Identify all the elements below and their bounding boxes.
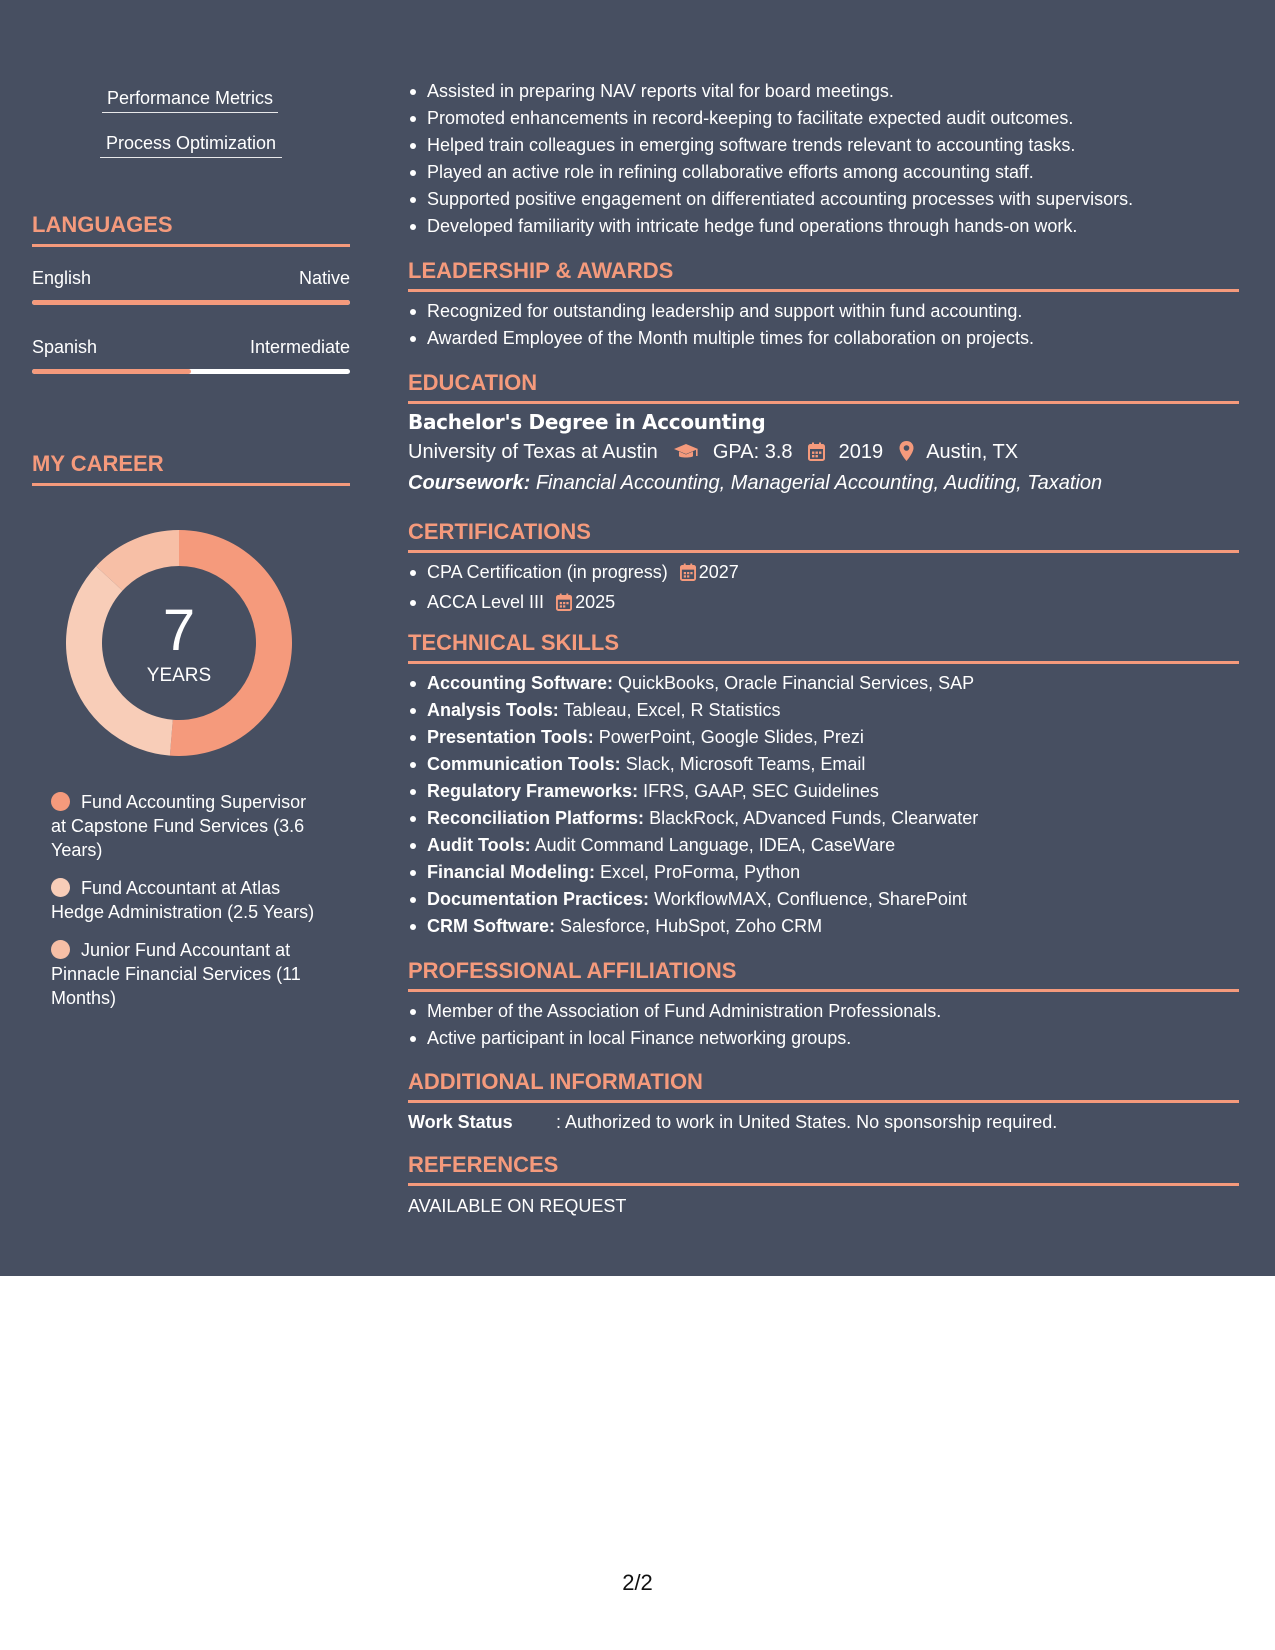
skill-label: CRM Software:: [427, 916, 556, 936]
education-gpa: GPA: 3.8: [712, 441, 793, 463]
language-name: Spanish: [32, 337, 98, 357]
career-item-text: Junior Fund Accountant at Pinnacle Financial Services (11 Months): [51, 940, 301, 1008]
list-item: [427, 724, 978, 751]
career-donut-segment: [66, 566, 173, 755]
career-item: [51, 938, 326, 1010]
skill-performance-metrics: Performance Metrics: [102, 88, 278, 113]
career-total-unit: YEARS: [146, 665, 212, 686]
education-details: [408, 441, 1018, 467]
certifications-heading: CERTIFICATIONS: [408, 519, 1239, 553]
language-proficiency-bar: [32, 300, 350, 305]
references-heading: REFERENCES: [408, 1152, 1239, 1186]
skill-value: QuickBooks, Oracle Financial Services, SAP: [618, 673, 975, 693]
career-item-text: Fund Accounting Supervisor at Capstone Fund Services (3.6 Years): [51, 792, 307, 860]
calendar-icon: [556, 592, 572, 619]
language-proficiency-bar: [32, 369, 350, 374]
work-status-label: Work Status: [408, 1112, 513, 1132]
list-item: [427, 670, 978, 697]
skill-label: Audit Tools:: [427, 835, 531, 855]
technical-skills-heading: TECHNICAL SKILLS: [408, 630, 1239, 664]
career-donut-chart: [66, 530, 292, 756]
career-legend-dot: [51, 878, 70, 897]
affiliations-heading: PROFESSIONAL AFFILIATIONS: [408, 958, 1239, 992]
list-item: [427, 859, 978, 886]
graduation-cap-icon: [673, 443, 699, 467]
list-item: [427, 559, 739, 589]
technical-skills-list: [427, 670, 978, 940]
list-item: [427, 886, 978, 913]
education-location: Austin, TX: [926, 441, 1019, 463]
certification-name: CPA Certification (in progress): [427, 562, 668, 582]
certification-year: 2025: [575, 592, 616, 612]
education-heading: EDUCATION: [408, 370, 1239, 404]
certification-year: 2027: [698, 562, 739, 582]
list-item: [427, 697, 978, 724]
certification-name: ACCA Level III: [427, 592, 545, 612]
education-degree: Bachelor's Degree in Accounting: [408, 410, 766, 434]
list-item: Active participant in local Finance networking groups.: [427, 1025, 941, 1052]
career-item: [51, 876, 326, 924]
list-item: [427, 778, 978, 805]
work-status: [408, 1112, 1057, 1133]
certifications-list: [427, 559, 739, 619]
list-item: Developed familiarity with intricate hedge fund operations through hands-on work.: [427, 213, 1133, 240]
location-pin-icon: [899, 441, 914, 467]
education-year: 2019: [838, 441, 884, 463]
career-item: [51, 790, 326, 862]
experience-bullets: [427, 78, 1133, 240]
languages-heading: LANGUAGES: [32, 212, 350, 247]
skill-label: Communication Tools:: [427, 754, 621, 774]
page-number: 2/2: [622, 1570, 653, 1595]
education-school: University of Texas at Austin: [408, 441, 658, 463]
skill-label: Reconciliation Platforms:: [427, 808, 645, 828]
skill-value: IFRS, GAAP, SEC Guidelines: [643, 781, 879, 801]
skill-label: Regulatory Frameworks:: [427, 781, 639, 801]
skill-value: Slack, Microsoft Teams, Email: [625, 754, 866, 774]
career-item-text: Fund Accountant at Atlas Hedge Administration (2.5 Years): [51, 878, 315, 922]
list-item: [427, 832, 978, 859]
skill-label: Presentation Tools:: [427, 727, 594, 747]
list-item: Member of the Association of Fund Administration Professionals.: [427, 998, 941, 1025]
list-item: [427, 589, 739, 619]
career-list: [51, 790, 326, 1024]
list-item: Supported positive engagement on differentiated accounting processes with supervisors.: [427, 186, 1133, 213]
language-proficiency-fill: [32, 300, 350, 305]
career-heading: MY CAREER: [32, 451, 350, 486]
list-item: Recognized for outstanding leadership and support within fund accounting.: [427, 298, 1034, 325]
coursework-label: Coursework:: [408, 472, 531, 494]
list-item: Assisted in preparing NAV reports vital for board meetings.: [427, 78, 1133, 105]
skill-value: Audit Command Language, IDEA, CaseWare: [534, 835, 896, 855]
skill-label: Accounting Software:: [427, 673, 614, 693]
list-item: [427, 913, 978, 940]
leadership-list: [427, 298, 1034, 352]
language-proficiency-fill: [32, 369, 191, 374]
affiliations-list: [427, 998, 941, 1052]
references-text: AVAILABLE ON REQUEST: [408, 1196, 627, 1216]
skill-value: BlackRock, ADvanced Funds, Clearwater: [649, 808, 979, 828]
list-item: Promoted enhancements in record-keeping to facilitate expected audit outcomes.: [427, 105, 1133, 132]
skill-label: Financial Modeling:: [427, 862, 596, 882]
language-level: Intermediate: [249, 337, 350, 357]
calendar-icon: [808, 442, 825, 467]
calendar-icon: [680, 562, 696, 589]
language-level: Native: [298, 268, 350, 288]
list-item: Played an active role in refining collaborative efforts among accounting staff.: [427, 159, 1133, 186]
skill-label: Analysis Tools:: [427, 700, 559, 720]
skill-value: Tableau, Excel, R Statistics: [563, 700, 781, 720]
skill-value: WorkflowMAX, Confluence, SharePoint: [654, 889, 967, 909]
leadership-heading: LEADERSHIP & AWARDS: [408, 258, 1239, 292]
skill-value: PowerPoint, Google Slides, Prezi: [598, 727, 864, 747]
additional-info-heading: ADDITIONAL INFORMATION: [408, 1069, 1239, 1103]
coursework-text: Financial Accounting, Managerial Accounting, Auditing, Taxation: [535, 472, 1103, 494]
career-total-years: 7: [162, 598, 196, 663]
skill-label: Documentation Practices:: [427, 889, 650, 909]
skill-process-optimization: Process Optimization: [100, 133, 282, 158]
career-legend-dot: [51, 792, 70, 811]
career-legend-dot: [51, 940, 70, 959]
language-name: English: [32, 268, 92, 288]
skill-value: Excel, ProForma, Python: [600, 862, 801, 882]
education-coursework: [408, 472, 1102, 495]
skill-value: Salesforce, HubSpot, Zoho CRM: [560, 916, 823, 936]
list-item: [427, 805, 978, 832]
work-status-value: : Authorized to work in United States. No sponsorship required.: [556, 1112, 1058, 1132]
list-item: Awarded Employee of the Month multiple times for collaboration on projects.: [427, 325, 1034, 352]
list-item: [427, 751, 978, 778]
list-item: Helped train colleagues in emerging software trends relevant to accounting tasks.: [427, 132, 1133, 159]
